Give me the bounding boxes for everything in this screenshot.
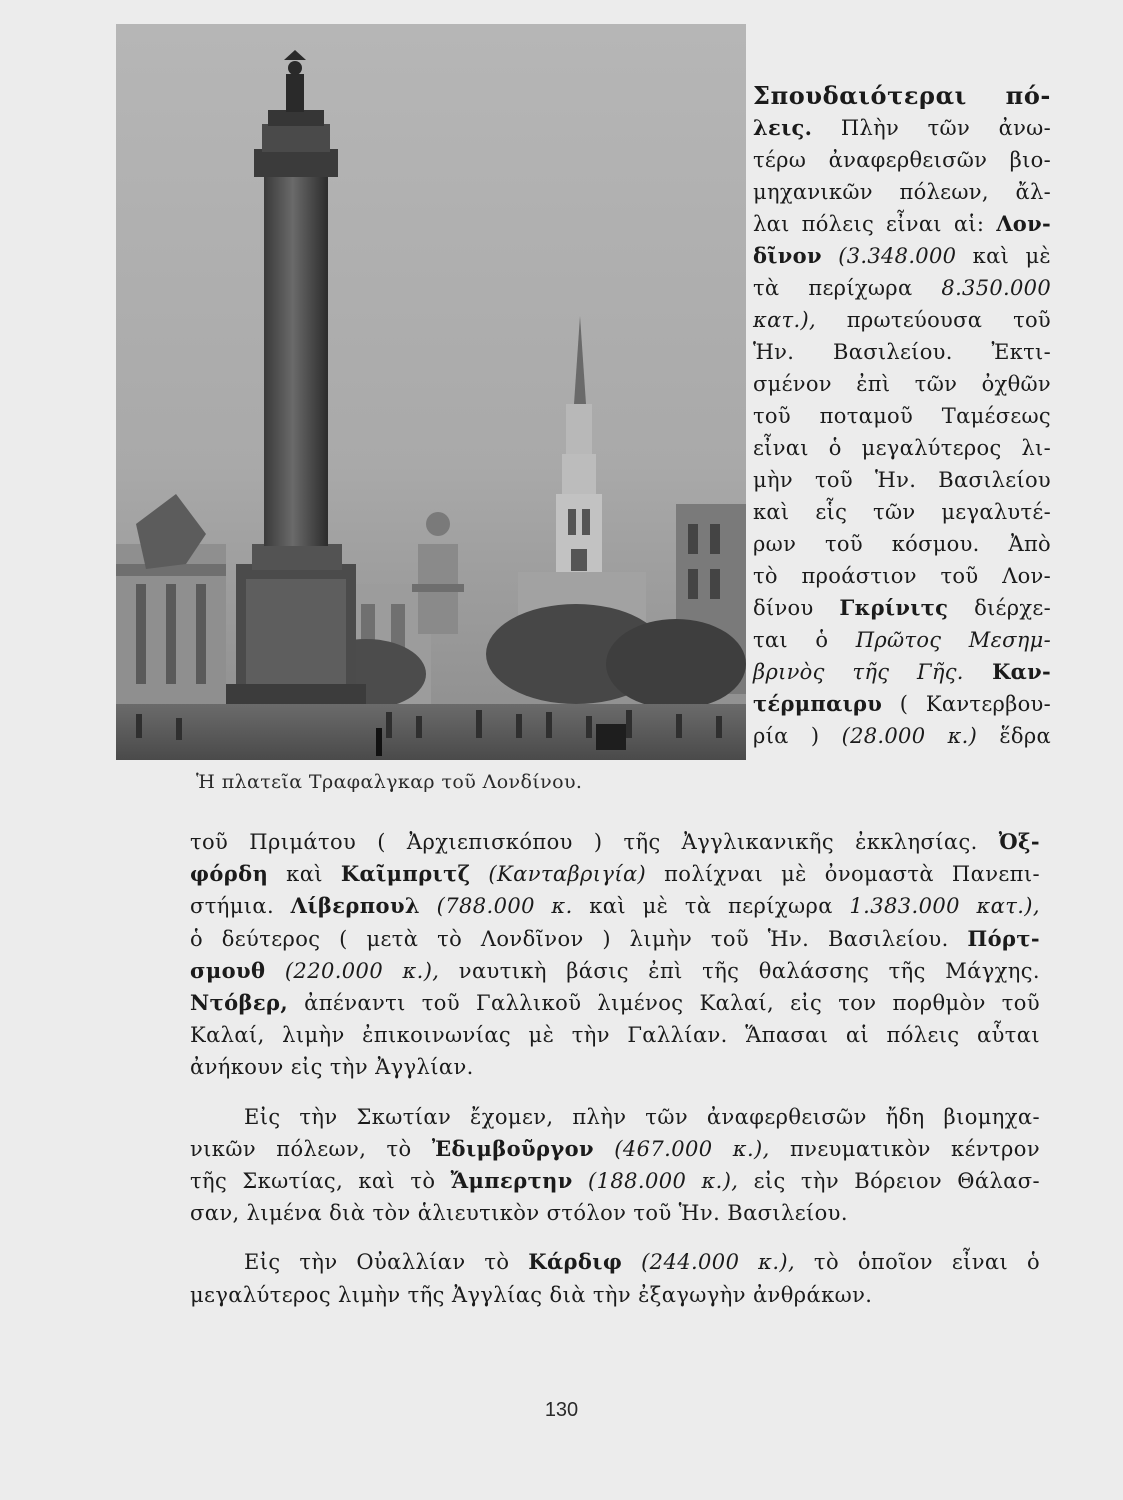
- text-line: τέρω ἀναφερθεισῶν βιο-: [753, 148, 1051, 172]
- trafalgar-square-photo: [116, 24, 746, 760]
- text-line: βρινὸς τῆς Γῆς. Καν-: [753, 659, 1051, 684]
- text-line: τοῦ ποταμοῦ Ταμέσεως: [753, 404, 1051, 428]
- text-line: δῖνον (3.348.000 καὶ μὲ: [753, 243, 1051, 268]
- text-line: σαν, λιμένα διὰ τὸν ἁλιευτικὸν στόλον τοῦ Ἡν. Βασιλείου.: [190, 1201, 848, 1226]
- text-line: σμένον ἐπὶ τῶν ὀχθῶν: [753, 372, 1051, 396]
- text-line: μὴν τοῦ Ἡν. Βασιλείου: [753, 468, 1051, 492]
- section-heading: Σπουδαιότεραι πό-: [753, 81, 1051, 110]
- text-line: Ἡν. Βασιλείου. Ἐκτι-: [753, 340, 1051, 364]
- text-line: λεις. Πλὴν τῶν ἀνω-: [753, 115, 1051, 140]
- text-line: Εἰς τὴν Σκωτίαν ἔχομεν, πλὴν τῶν ἀναφερθεισῶν ἤδη βιομηχα-: [244, 1104, 1040, 1129]
- text-line: τὰ περίχωρα 8.350.000: [753, 276, 1051, 300]
- text-line: καὶ εἷς τῶν μεγαλυτέ-: [753, 500, 1051, 524]
- text-line: μεγαλύτερος λιμὴν τῆς Ἀγγλίας διὰ τὴν ἐξαγωγὴν ἀνθράκων.: [190, 1282, 873, 1307]
- text-line: ὁ δεύτερος ( μετὰ τὸ Λονδῖνον ) λιμὴν τοῦ Ἡν. Βασιλείου. Πόρτ-: [190, 925, 1040, 951]
- text-line: δίνου Γκρίνιτς διέρχε-: [753, 595, 1051, 620]
- text-line: ται ὁ Πρῶτος Μεσημ-: [753, 628, 1051, 652]
- text-line: τὸ προάστιον τοῦ Λον-: [753, 564, 1051, 588]
- text-line: Καλαί, λιμὴν ἐπικοινωνίας μὲ τὴν Γαλλίαν. Ἅπασαι αἱ πόλεις αὗται: [190, 1023, 1040, 1048]
- paragraph: [190, 826, 1040, 1084]
- text-line: στήμια. Λίβερπουλ (788.000 κ. καὶ μὲ τὰ περίχωρα 1.383.000 κατ.),: [190, 893, 1040, 919]
- text-line: ρων τοῦ κόσμου. Ἀπὸ: [753, 532, 1051, 556]
- photo-caption: Ἡ πλατεῖα Τραφαλγκαρ τοῦ Λονδίνου.: [196, 771, 583, 793]
- text-line: τοῦ Πριμάτου ( Ἀρχιεπισκόπου ) τῆς Ἀγγλικανικῆς ἐκκλησίας. Ὀξ-: [190, 829, 1040, 854]
- side-column-text: [753, 80, 1051, 752]
- text-line: τέρμπαιρυ ( Καντερβου-: [753, 691, 1051, 716]
- text-line: μηχανικῶν πόλεων, ἄλ-: [753, 180, 1051, 204]
- paragraph: [190, 1101, 1040, 1230]
- text-line: Εἰς τὴν Οὐαλλίαν τὸ Κάρδιφ (244.000 κ.), τὸ ὁποῖον εἶναι ὁ: [244, 1249, 1040, 1275]
- page-number: 130: [544, 1399, 579, 1421]
- text-line: φόρδη καὶ Καῖμπριτζ (Κανταβριγία) πολίχναι μὲ ὀνομαστὰ Πανεπι-: [190, 861, 1041, 887]
- text-line: νικῶν πόλεων, τὸ Ἐδιμβοῦργον (467.000 κ.), πνευματικὸν κέντρον: [190, 1135, 1040, 1161]
- body-text: [190, 826, 1040, 1311]
- text-line: τῆς Σκωτίας, καὶ τὸ Ἄμπερτην (188.000 κ.), εἰς τὴν Βόρειον Θάλασ-: [190, 1168, 1040, 1194]
- text-line: λαι πόλεις εἶναι αἱ: Λον-: [753, 211, 1051, 236]
- paragraph: [190, 1246, 1040, 1310]
- text-line: ρία ) (28.000 κ.) ἕδρα: [753, 724, 1051, 748]
- text-line: κατ.), πρωτεύουσα τοῦ: [753, 308, 1051, 332]
- text-line: σμουθ (220.000 κ.), ναυτικὴ βάσις ἐπὶ τῆς θαλάσσης τῆς Μάγχης.: [190, 957, 1040, 983]
- text-line: εἶναι ὁ μεγαλύτερος λι-: [753, 436, 1051, 460]
- text-line: Ντόβερ, ἀπέναντι τοῦ Γαλλικοῦ λιμένος Καλαί, εἰς τον πορθμὸν τοῦ: [190, 990, 1040, 1016]
- text-line: ἀνήκουν εἰς τὴν Ἀγγλίαν.: [190, 1055, 474, 1080]
